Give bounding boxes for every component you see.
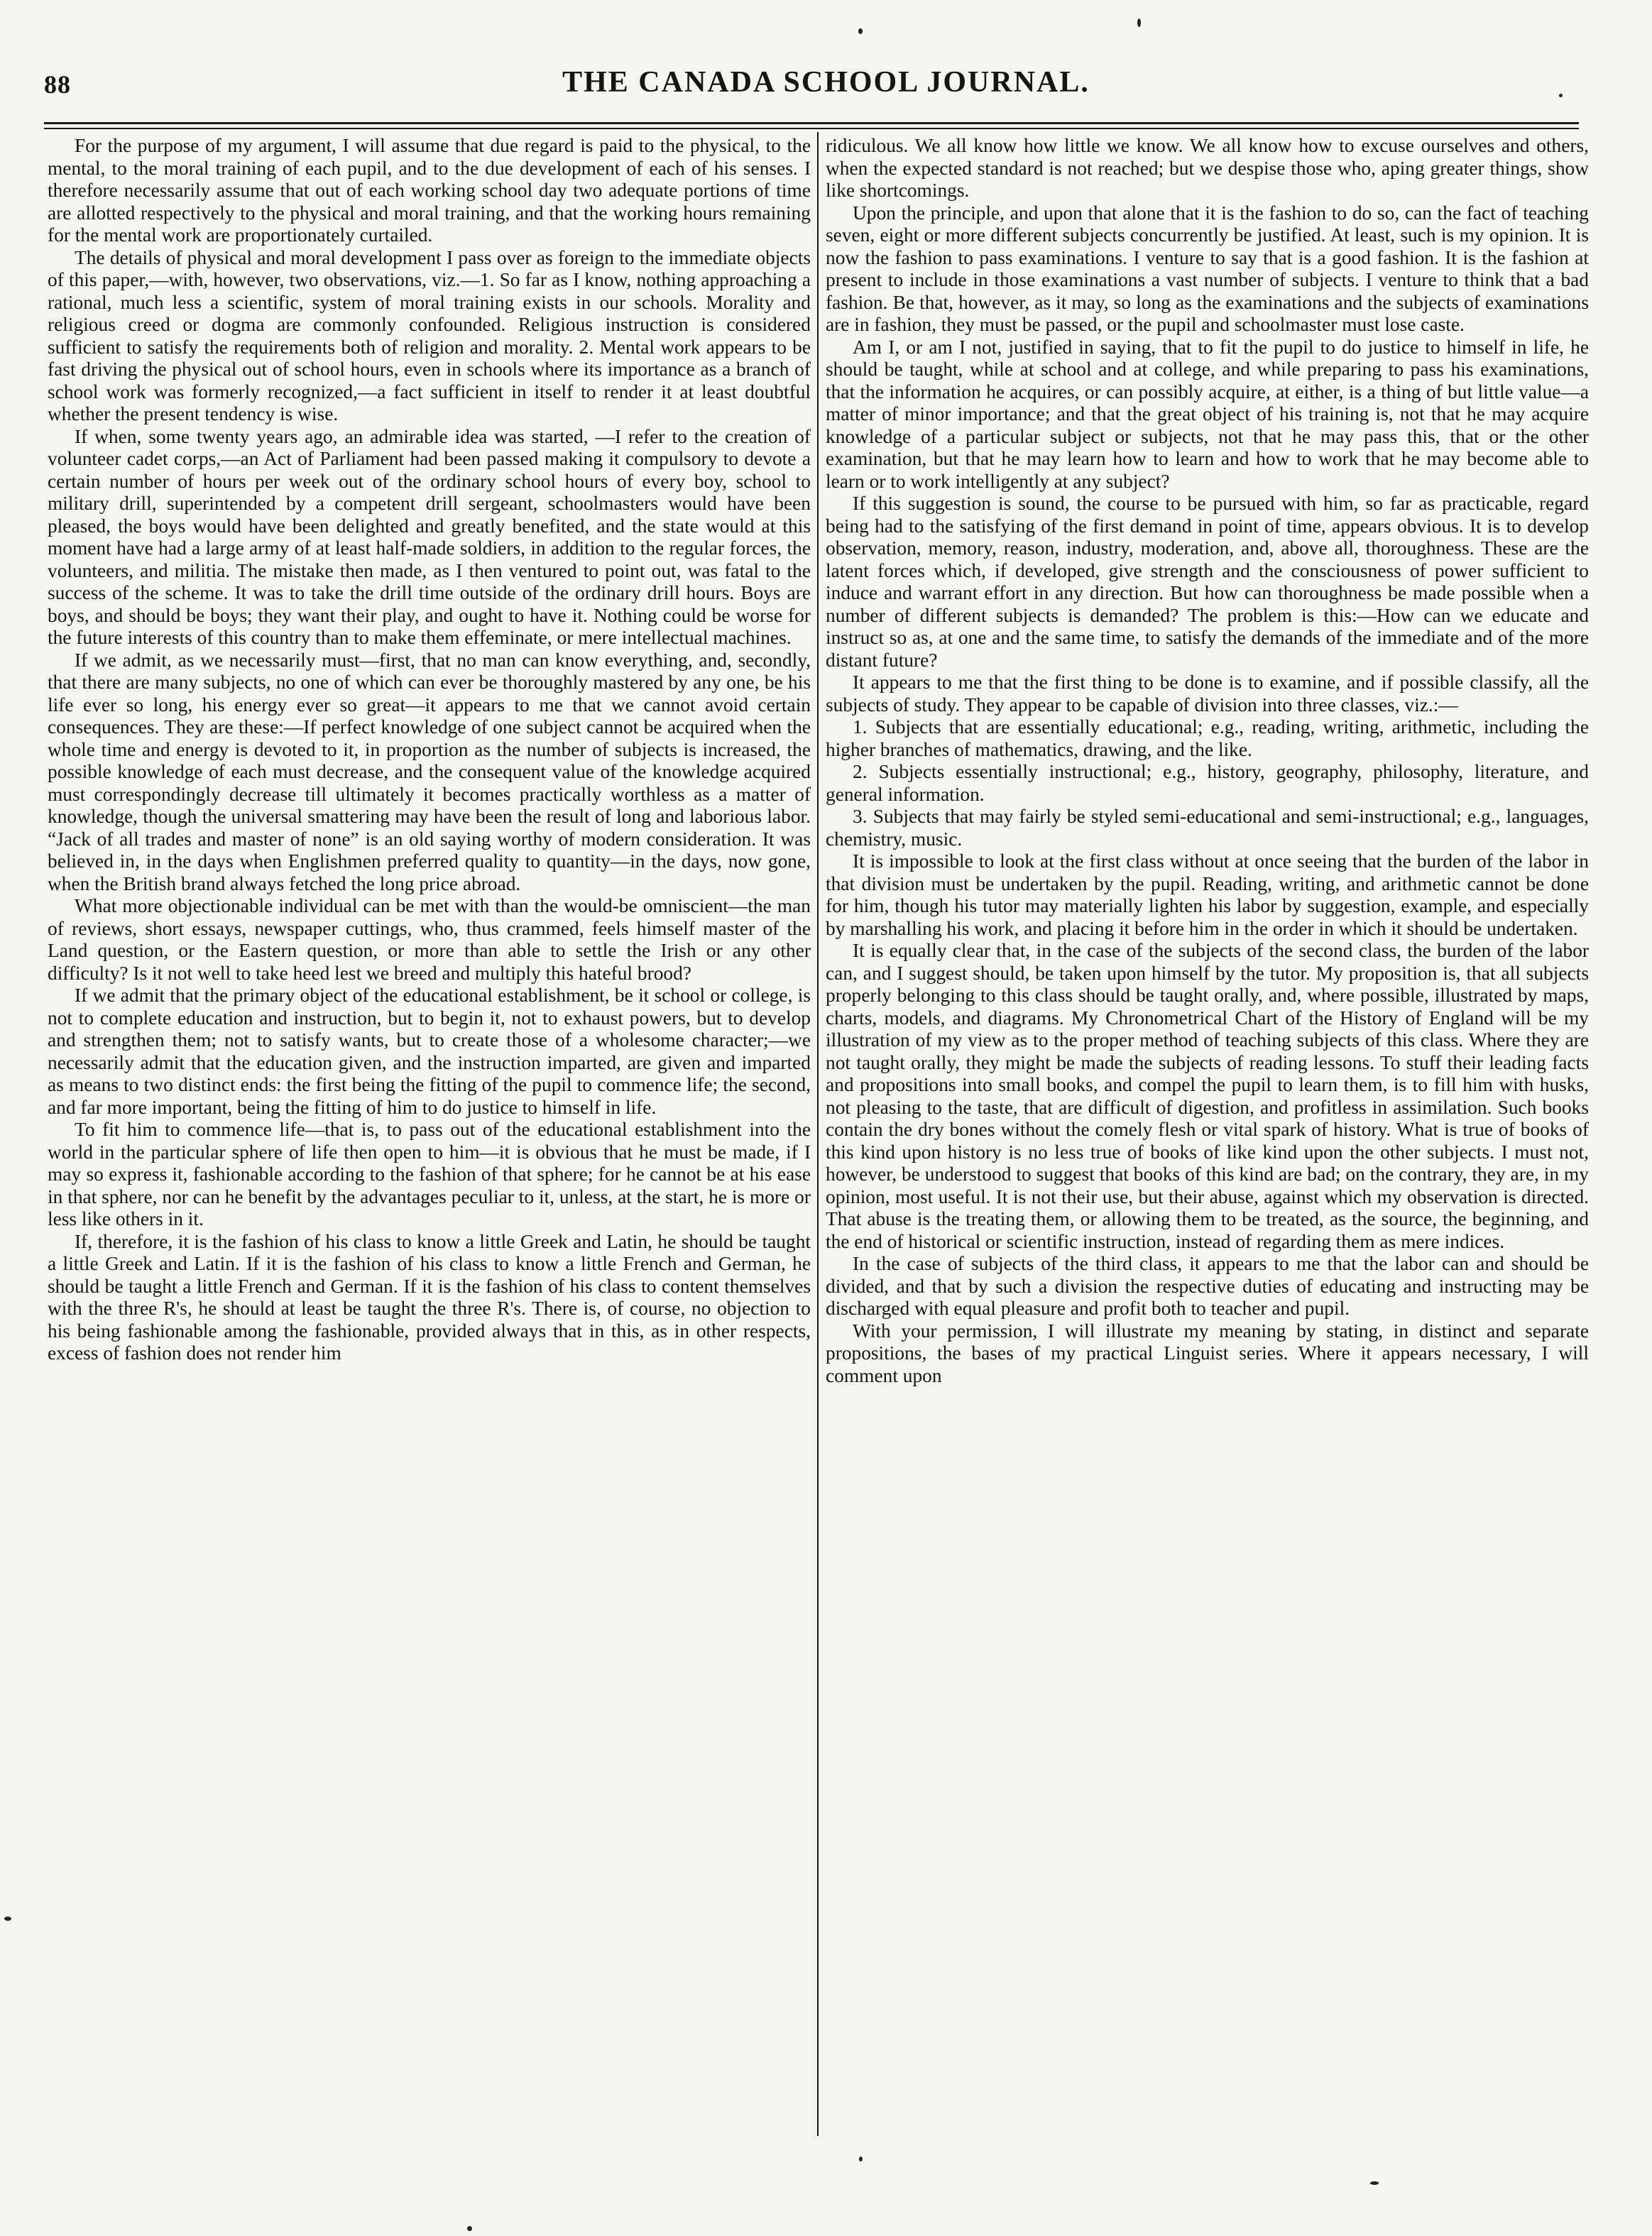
ink-speck	[4, 1917, 11, 1921]
header-rule	[44, 122, 1579, 124]
paragraph: In the case of subjects of the third class, it appears to me that the labor can and should be divided, and that by such a division the respective duties of educating and instructing may be discharged with equal pleasure and profit both to teacher and pupil.	[826, 1253, 1589, 1319]
list-item: 2. Subjects essentially instructional; e.g., history, geography, philosophy, literature, and general information.	[826, 761, 1589, 805]
paragraph: It is equally clear that, in the case of the subjects of the second class, the burden of the labor can, and I suggest should, be taken upon himself by the tutor. My proposition is, that all subjects properly belonging to this class should be taught orally, and, where possible, illustrated by maps, charts, models, and diagrams. My Chronometrical Chart of the History of England will be my illustration of my view as to the proper method of teaching subjects of this class. Where they are not taught orally, they might be made the subjects of reading lessons. To stuff their leading facts and propositions into small books, and compel the pupil to learn them, is to fill him with husks, not pleasing to the taste, that are difficult of digestion, and profitless in assimilation. Such books contain the dry bones without the comely flesh or vital spark of history. What is true of books of this kind upon history is no less true of books of like kind upon the other subjects. I must not, however, be understood to suggest that books of this kind are bad; on the contrary, they are, in my opinion, most useful. It is not their use, but their abuse, against which my observation is directed. That abuse is the treating them, or allowing them to be treated, as the source, the beginning, and the end of historical or scientific instruction, instead of regarding them as mere indices.	[826, 940, 1589, 1252]
paragraph: If this suggestion is sound, the course to be pursued with him, so far as practicable, regard being had to the satisfying of the first demand in point of time, appears obvious. It is to develop observation, memory, reason, industry, moderation, and, above all, thoroughness. These are the latent forces which, if developed, give strength and the consciousness of power sufficient to induce and warrant effort in any direction. But how can thoroughness be made possible when a number of different subjects is demanded? The problem is this:—How can we educate and instruct so as, at one and the same time, to satisfy the demands of the immediate and of the more distant future?	[826, 493, 1589, 671]
paragraph: Am I, or am I not, justified in saying, that to fit the pupil to do justice to himself in life, he should be taught, while at school and at college, and while preparing to pass his examinations, that the information he acquires, or can possibly acquire, at either, is a thing of but little value—a matter of minor importance; and that the great object of his training is, not that he may acquire knowledge of a particular subject or subjects, not that he may pass this, that or the other examination, but that he may learn how to learn and how to work that he may become able to learn or to work intelligently at any subject?	[826, 336, 1589, 492]
list-item: 1. Subjects that are essentially educational; e.g., reading, writing, arithmetic, including the higher branches of mathematics, drawing, and the like.	[826, 716, 1589, 760]
paragraph: For the purpose of my argument, I will assume that due regard is paid to the physical, to the mental, to the moral training of each pupil, and to the due development of each of his senses. I therefore necessarily assume that out of each working school day two adequate portions of time are allotted respectively to the physical and moral training, and that the working hours remaining for the mental work are proportionately curtailed.	[48, 135, 811, 246]
header-rule-secondary	[44, 128, 1579, 129]
paragraph: If when, some twenty years ago, an admirable idea was started, —I refer to the creation of volunteer cadet corps,—an Act of Parliament had been passed making it compulsory to devote a certain number of hours per week out of the ordinary school hours of every boy, school to military drill, superintended by a competent drill sergeant, schoolmasters would have been pleased, the boys would have been delighted and greatly benefited, and the state would at this moment have had a large army of at least half-made soldiers, in addition to the regular forces, the volunteers, and militia. The mistake then made, as I then ventured to point out, was fatal to the success of the scheme. It was to take the drill time outside of the ordinary drill hours. Boys are boys, and should be boys; they want their play, and ought to have it. Nothing could be worse for the future interests of this country than to make them effeminate, or mere intellectual machines.	[48, 425, 811, 648]
paragraph: It is impossible to look at the first class without at once seeing that the burden of the labor in that division must be undertaken by the pupil. Reading, writing, and arithmetic cannot be done for him, though his tutor may materially lighten his labor by suggestion, example, and especially by marshalling his work, and placing it before him in the order in which it should be undertaken.	[826, 850, 1589, 939]
paragraph: If we admit that the primary object of the educational establishment, be it school or college, is not to complete education and instruction, but to begin it, not to exhaust powers, but to develop and strengthen them; not to satisfy wants, but to create those of a wholesome character;—we necessarily admit that the education given, and the instruction imparted, are given and imparted as means to two distinct ends: the first being the fitting of the pupil to commence life; the second, and far more important, being the fitting of him to do justice to himself in life.	[48, 985, 811, 1118]
paragraph: Upon the principle, and upon that alone that it is the fashion to do so, can the fact of teaching seven, eight or more different subjects concurrently be justified. At least, such is my opinion. It is now the fashion to pass examinations. I venture to say that is a good fashion. It is the fashion at present to include in those examinations a vast number of subjects. I venture to think that a bad fashion. Be that, however, as it may, so long as the examinations and the subjects of examinations are in fashion, they must be passed, or the pupil and schoolmaster must lose caste.	[826, 202, 1589, 335]
paragraph: The details of physical and moral development I pass over as foreign to the immediate objects of this paper,—with, however, two observations, viz.—1. So far as I know, nothing approaching a rational, much less a scientific, system of moral training exists in our schools. Morality and religious creed or dogma are commonly confounded. Religious instruction is considered sufficient to satisfy the requirements both of religion and morality. 2. Mental work appears to be fast driving the physical out of school hours, even in schools where its importance as a branch of school work was formerly recognized,—a fact sufficient in itself to render it at least doubtful whether the present tendency is wise.	[48, 246, 811, 424]
paragraph: With your permission, I will illustrate my meaning by stating, in distinct and separate propositions, the bases of my practical Linguist series. Where it appears necessary, I will comment upon	[826, 1320, 1589, 1386]
ink-speck	[1370, 2181, 1379, 2185]
paragraph: What more objectionable individual can be met with than the would-be omniscient—the man of reviews, short essays, newspaper cuttings, who, thus crammed, feels himself master of the Land question, or the Eastern question, or more than able to settle the Irish or any other difficulty? Is it not well to take heed lest we breed and multiply this hateful brood?	[48, 895, 811, 984]
right-column	[826, 135, 1589, 2133]
paragraph: If we admit, as we necessarily must—first, that no man can know everything, and, secondly, that there are many subjects, no one of which can ever be thoroughly mastered by any one, be his life ever so long, his energy ever so great—it appears to me that we cannot avoid certain consequences. They are these:—If perfect knowledge of one subject cannot be acquired when the whole time and energy is devoted to it, in proportion as the number of subjects is increased, the possible knowledge of each must decrease, and the consequent value of the knowledge acquired must correspondingly decrease till ultimately it becomes practically worthless as a matter of knowledge, though the universal smattering may have been the result of long and laborious labor. “Jack of all trades and master of none” is an old saying worthy of modern consideration. It was believed in, in the days when Englishmen preferred quality to quantity—in the days, now gone, when the British brand always fetched the long price abroad.	[48, 649, 811, 894]
paragraph: To fit him to commence life—that is, to pass out of the educational establishment into the world in the particular sphere of life then open to him—it is obvious that he must be made, if I may so express it, fashionable according to the fashion of that sphere; for he cannot be at his ease in that sphere, nor can he benefit by the advantages peculiar to it, unless, at the start, he is more or less like others in it.	[48, 1119, 811, 1229]
paragraph-continued: ridiculous. We all know how little we know. We all know how to excuse ourselves and others, when the expected standard is not reached; but we despise those who, aping greater things, show like shortcomings.	[826, 135, 1589, 201]
ink-speck	[1559, 94, 1563, 97]
journal-title: THE CANADA SCHOOL JOURNAL.	[562, 66, 1090, 99]
page-number: 88	[44, 70, 71, 99]
ink-speck	[1137, 18, 1141, 27]
ink-speck	[858, 28, 863, 34]
paragraph: It appears to me that the first thing to be done is to examine, and if possible classify, all the subjects of study. They appear to be capable of division into three classes, viz.:—	[826, 672, 1589, 716]
list-item: 3. Subjects that may fairly be styled semi-educational and semi-instructional; e.g., languages, chemistry, music.	[826, 806, 1589, 850]
ink-speck	[859, 2156, 863, 2161]
left-column	[48, 135, 811, 2133]
ink-speck	[467, 2226, 472, 2231]
paragraph: If, therefore, it is the fashion of his class to know a little Greek and Latin, he should be taught a little Greek and Latin. If it is the fashion of his class to know a little French and German, he should be taught a little French and German. If it is the fashion of his class to content themselves with the three R's, he should at least be taught the three R's. There is, of course, no objection to his being fashionable among the fashionable, provided always that in this, as in other respects, excess of fashion does not render him	[48, 1230, 811, 1364]
column-divider	[817, 132, 819, 2136]
